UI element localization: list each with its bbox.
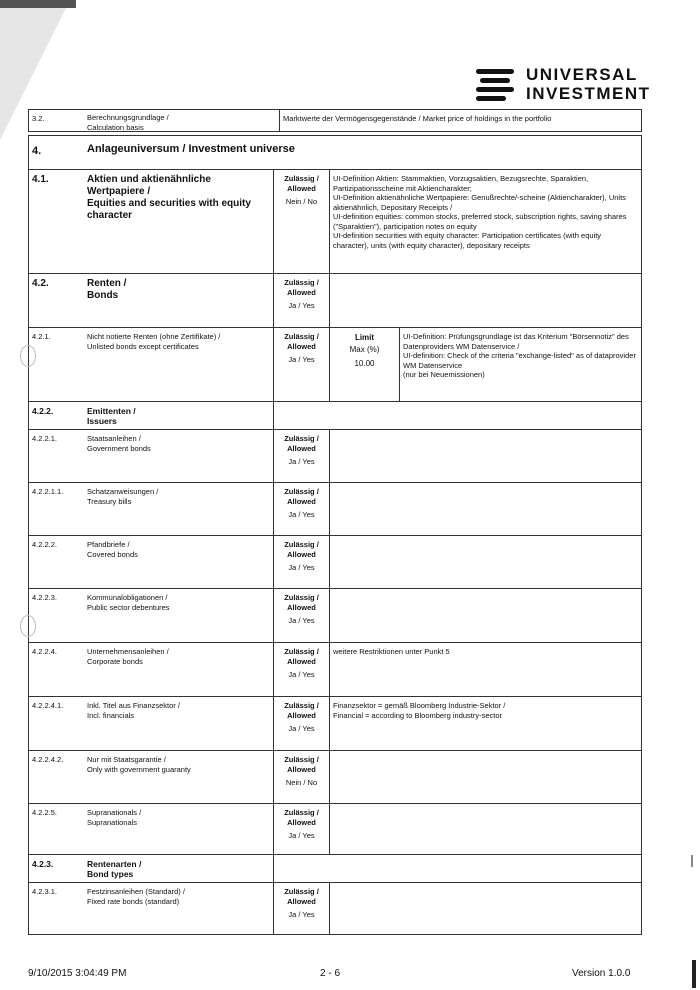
row-label: Schatzanweisungen / Treasury bills — [87, 487, 159, 506]
row-number: 4.2. — [32, 278, 49, 289]
table-row — [29, 536, 641, 589]
row-number: 4.2.2.1.1. — [32, 487, 64, 496]
row-value: Marktwerte der Vermögensgegenstände / Market price of holdings in the portfolio — [283, 114, 552, 123]
section-header-row — [29, 136, 641, 170]
table-row — [29, 430, 641, 483]
universal-investment-logo — [476, 64, 651, 104]
row-label: Emittenten / Issuers — [87, 406, 136, 426]
row-label: Unternehmensanleihen / Corporate bonds — [87, 647, 169, 666]
scan-edge-mark — [691, 855, 693, 867]
scan-corner-edge — [0, 0, 76, 8]
row-number: 4.2.2.3. — [32, 593, 58, 602]
row-label: Renten / Bonds — [87, 278, 127, 301]
allowed-status: Zulässig / Allowed Ja / Yes — [284, 332, 319, 364]
table-row — [29, 697, 641, 751]
print-timestamp: 9/10/2015 3:04:49 PM — [28, 968, 127, 979]
table-row — [29, 402, 641, 430]
allowed-status: Zulässig / Allowed Ja / Yes — [284, 278, 319, 310]
allowed-status: Zulässig / Allowed Nein / No — [284, 174, 319, 206]
row-number: 4.2.2.4.1. — [32, 701, 64, 710]
section-number: 4. — [32, 145, 42, 157]
calculation-basis-table — [28, 109, 642, 132]
logo-text-line1: UNIVERSAL — [526, 65, 638, 84]
scan-edge-mark — [692, 960, 696, 988]
investment-universe-table — [28, 135, 642, 935]
punch-hole-mark — [20, 615, 36, 637]
table-row — [29, 110, 641, 131]
row-comment: UI-Definition: Prüfungsgrundlage ist das Kriterium "Börsennotiz" des Datenproviders WM Datenservice / UI-definition: Check of the criteria "exchange-listed" as of dataprovider WM Datenservice (nur bei Neuemissionen) — [403, 332, 636, 379]
row-label: Staatsanleihen / Government bonds — [87, 434, 151, 453]
allowed-status: Zulässig / Allowed Ja / Yes — [284, 487, 319, 519]
table-row — [29, 170, 641, 274]
row-comment: weitere Restriktionen unter Punkt 5 — [333, 647, 450, 656]
allowed-status: Zulässig / Allowed Ja / Yes — [284, 808, 319, 840]
limit-cell — [329, 328, 399, 401]
allowed-status: Zulässig / Allowed Ja / Yes — [284, 887, 319, 919]
allowed-status: Zulässig / Allowed Ja / Yes — [284, 434, 319, 466]
allowed-status: Zulässig / Allowed Ja / Yes — [284, 540, 319, 572]
allowed-status: Zulässig / Allowed Ja / Yes — [284, 593, 319, 625]
allowed-status: Zulässig / Allowed Nein / No — [284, 755, 319, 787]
limit-value: 10.00 — [354, 359, 375, 368]
document-version: Version 1.0.0 — [572, 968, 631, 979]
row-number: 3.2. — [32, 114, 45, 123]
row-label: Berechnungsgrundlage / Calculation basis — [87, 113, 169, 132]
row-label: Aktien und aktienähnliche Wertpapiere / Equities and securities with equity character — [87, 174, 251, 221]
allowed-status: Zulässig / Allowed Ja / Yes — [284, 701, 319, 733]
row-number: 4.2.2.2. — [32, 540, 58, 549]
table-row — [29, 589, 641, 643]
row-label: Nur mit Staatsgarantie / Only with government guaranty — [87, 755, 191, 774]
row-number: 4.2.2.4.2. — [32, 755, 64, 764]
limit-unit: Max (%) — [349, 345, 380, 354]
row-comment: UI-Definition Aktien: Stammaktien, Vorzugsaktien, Bezugsrechte, Sparaktien, Partizipationsscheine mit Aktiencharakter; UI-Definition aktienähnliche Wertpapiere: Genußrechte/-scheine (Aktiencharakter), Units aktienähnlich, Depositary Receipts / UI-definition equities: common stocks, preferred stock, subscription rights, saving shares ("Sparaktien"), participation notes on equity UI-definition securities with equity character: Participation certificates (with equity character), units (with equity character), depositary receipts — [333, 174, 627, 250]
row-number: 4.1. — [32, 174, 49, 185]
row-label: Festzinsanleihen (Standard) / Fixed rate bonds (standard) — [87, 887, 185, 906]
table-row — [29, 804, 641, 855]
table-row — [29, 751, 641, 804]
table-row — [29, 643, 641, 697]
row-number: 4.2.3.1. — [32, 887, 58, 896]
table-row — [29, 274, 641, 328]
logo-mark-icon — [476, 66, 514, 102]
row-label: Rentenarten / Bond types — [87, 859, 142, 879]
row-number: 4.2.1. — [32, 332, 51, 341]
table-row — [29, 883, 641, 934]
row-number: 4.2.2.5. — [32, 808, 58, 817]
row-label: Supranationals / Supranationals — [87, 808, 142, 827]
row-label: Nicht notierte Renten (ohne Zertifikate) / Unlisted bonds except certificates — [87, 332, 221, 351]
row-label: Inkl. Titel aus Finanzsektor / Incl. financials — [87, 701, 180, 720]
section-title: Anlageuniversum / Investment universe — [87, 143, 295, 155]
page-number: 2 - 6 — [320, 968, 341, 979]
row-number: 4.2.3. — [32, 859, 54, 869]
allowed-status: Zulässig / Allowed Ja / Yes — [284, 647, 319, 679]
punch-hole-mark — [20, 345, 36, 367]
table-row — [29, 855, 641, 883]
row-label: Pfandbriefe / Covered bonds — [87, 540, 138, 559]
row-comment: Finanzsektor = gemäß Bloomberg Industrie-Sektor / Financial = according to Bloomberg industry-sector — [333, 701, 506, 720]
row-label: Kommunalobligationen / Public sector debentures — [87, 593, 170, 612]
table-row — [29, 328, 641, 402]
limit-title: Limit — [354, 333, 375, 342]
table-row — [29, 483, 641, 536]
row-number: 4.2.2.1. — [32, 434, 58, 443]
row-number: 4.2.2.4. — [32, 647, 58, 656]
row-number: 4.2.2. — [32, 406, 54, 416]
logo-text-line2: INVESTMENT — [526, 84, 651, 103]
